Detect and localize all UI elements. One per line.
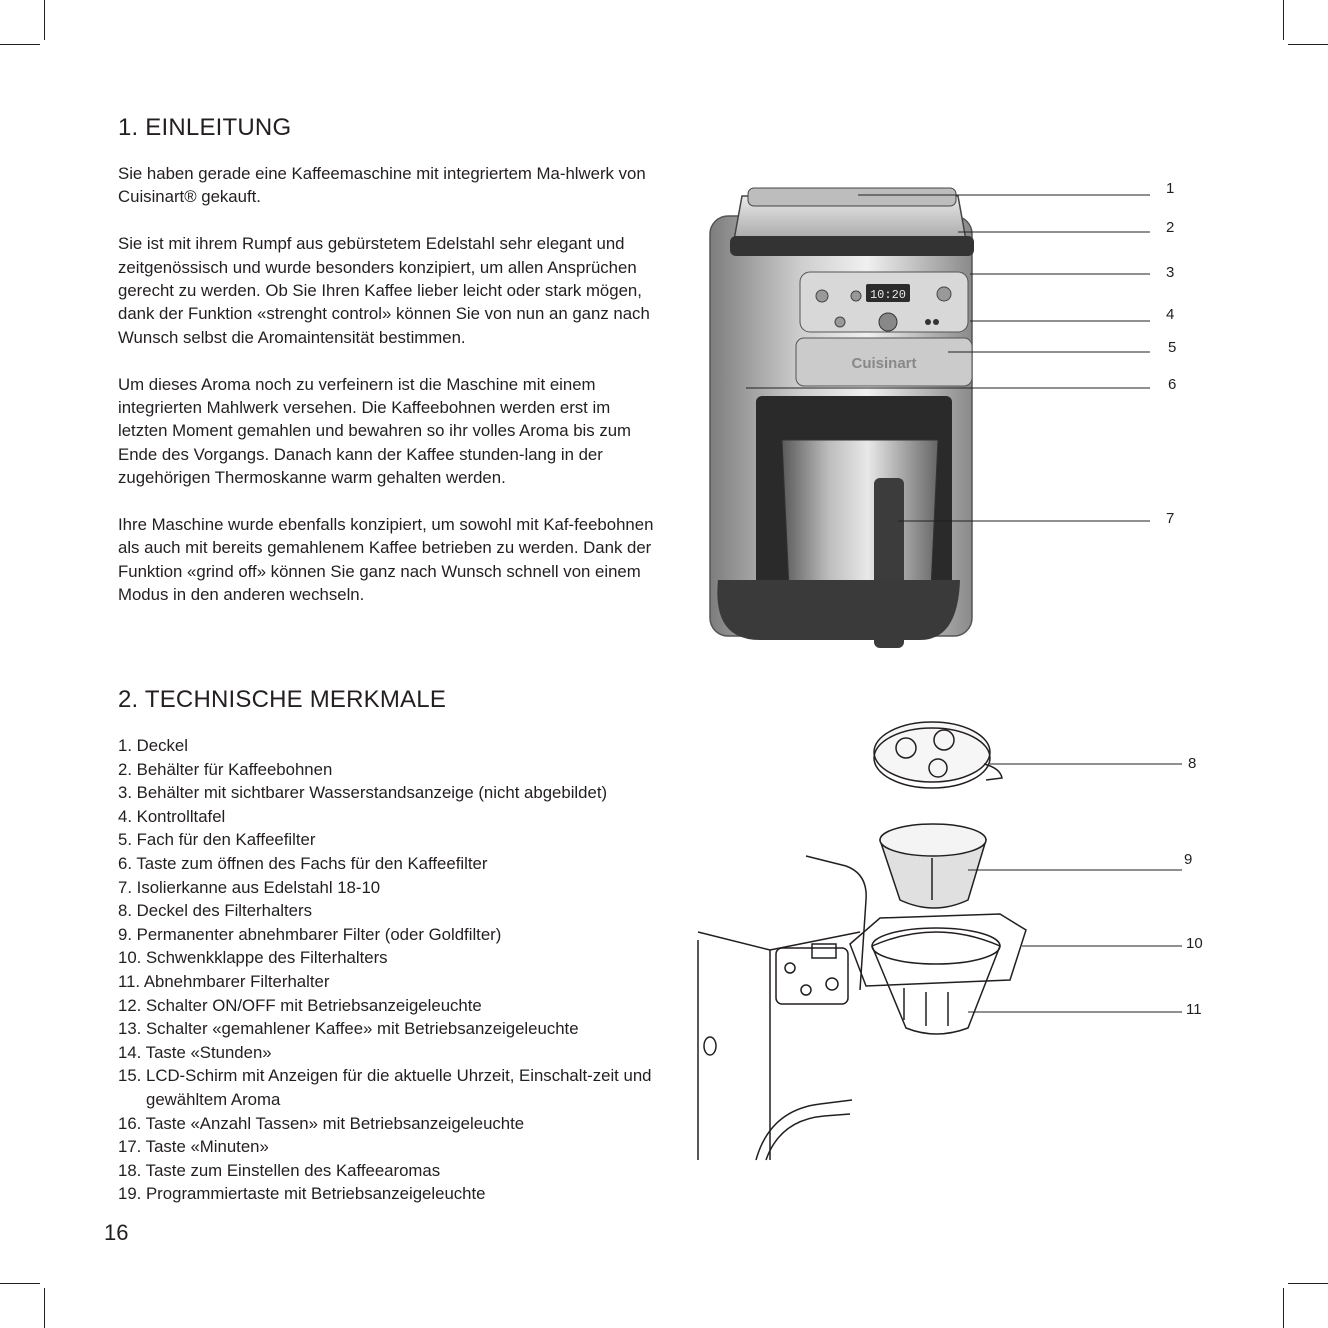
list-item: 11. Abnehmbarer Filterhalter (118, 971, 330, 991)
button-outline (785, 963, 795, 973)
list-item: 8. Deckel des Filterhalters (118, 901, 312, 921)
list-item: 6. Taste zum öffnen des Fachs für den Kaffeefilter (118, 853, 488, 873)
callout-label: 11 (1186, 1001, 1202, 1018)
features-heading: 2. TECHNISCHE MERKMALE (118, 686, 447, 713)
list-item: 16. Taste «Anzahl Tassen» mit Betriebsanzeigeleuchte (118, 1113, 525, 1133)
filter-holder-rim (872, 928, 1000, 964)
machine-outline (698, 932, 770, 1160)
lcd-outline (812, 944, 836, 958)
callout-label: 5 (1168, 339, 1177, 356)
callout-label: 6 (1168, 376, 1177, 393)
list-item: 13. Schalter «gemahlener Kaffee» mit Betriebsanzeigeleuchte (118, 1019, 579, 1039)
callout-label: 9 (1184, 851, 1193, 868)
intro-paragraph: Um dieses Aroma noch zu verfeinern ist die Maschine mit einem integrierten Mahlwerk versehen. Die Kaffeebohnen werden erst im letzten Moment gemahlen und bewahren so ihr volles Aroma bis zum Ende des Vorgangs. Danach kann der Kaffee stunden-lang in der zugehörigen Thermoskanne warm gehalten werden. (118, 374, 632, 488)
list-item: 2. Behälter für Kaffeebohnen (118, 759, 333, 779)
machine-outline (806, 856, 866, 990)
list-item: 7. Isolierkanne aus Edelstahl 18-10 (118, 877, 381, 897)
swing-frame (850, 914, 1026, 986)
lcd-time: 10:20 (869, 288, 907, 302)
intro-heading: 1. EINLEITUNG (118, 114, 292, 141)
list-item: 19. Programmiertaste mit Betriebsanzeigeleuchte (118, 1184, 486, 1204)
callout-label: 4 (1166, 306, 1175, 323)
list-item: 1. Deckel (118, 736, 188, 755)
intro-paragraph: Sie haben gerade eine Kaffeemaschine mit integriertem Ma-hlwerk von Cuisinart® gekauft. (118, 164, 646, 207)
list-item: 14. Taste «Stunden» (118, 1042, 272, 1062)
callout-label: 2 (1166, 219, 1175, 236)
callout-label: 10 (1186, 935, 1203, 952)
list-item: 18. Taste zum Einstellen des Kaffeearomas (118, 1160, 441, 1180)
button-outline (801, 985, 811, 995)
list-item: 5. Fach für den Kaffeefilter (118, 830, 316, 850)
list-item: 10. Schwenkklappe des Filterhalters (118, 948, 388, 968)
page-number: 16 (104, 1220, 129, 1245)
permanent-filter-rim (880, 824, 986, 856)
dial-outline (826, 978, 838, 990)
list-item: 12. Schalter ON/OFF mit Betriebsanzeigeleuchte (118, 995, 482, 1015)
intro-paragraph: Ihre Maschine wurde ebenfalls konzipiert, um sowohl mit Kaf-feebohnen als auch mit bereits gemahlenem Kaffee betrieben zu werden. Dank der Funktion «grind off» können Sie ganz nach Wunsch schnell von einem Modus in den anderen wechseln. (118, 515, 654, 605)
list-item: 17. Taste «Minuten» (118, 1137, 269, 1157)
callout-label: 3 (1166, 264, 1175, 281)
release-button-outline (704, 1037, 716, 1055)
intro-paragraph: Sie ist mit ihrem Rumpf aus gebürstetem Edelstahl sehr elegant und zeitgenössisch und wurde besonders konzipiert, um allen Ansprüchen gerecht zu werden. Ob Sie Ihren Kaffee lieber leicht oder stark mögen, dank der Funktion «strenght control» können Sie von nun an ganz nach Wunsch selbst die Aromaintensität bestimmen. (118, 234, 650, 347)
list-item: 3. Behälter mit sichtbarer Wasserstandsanzeige (nicht abgebildet) (118, 783, 608, 803)
list-item: 4. Kontrolltafel (118, 806, 226, 826)
filter-lid (874, 722, 990, 782)
callout-label: 8 (1188, 755, 1197, 772)
lid-tab (984, 764, 1002, 780)
brand-logo: Cuisinart (851, 355, 917, 372)
list-item: 15. LCD-Schirm mit Anzeigen für die aktuelle Uhrzeit, Einschalt-zeit und gewähltem Aroma (118, 1066, 652, 1109)
callout-label: 7 (1166, 510, 1175, 527)
list-item: 9. Permanenter abnehmbarer Filter (oder Goldfilter) (118, 924, 502, 944)
callout-label: 1 (1166, 180, 1175, 197)
